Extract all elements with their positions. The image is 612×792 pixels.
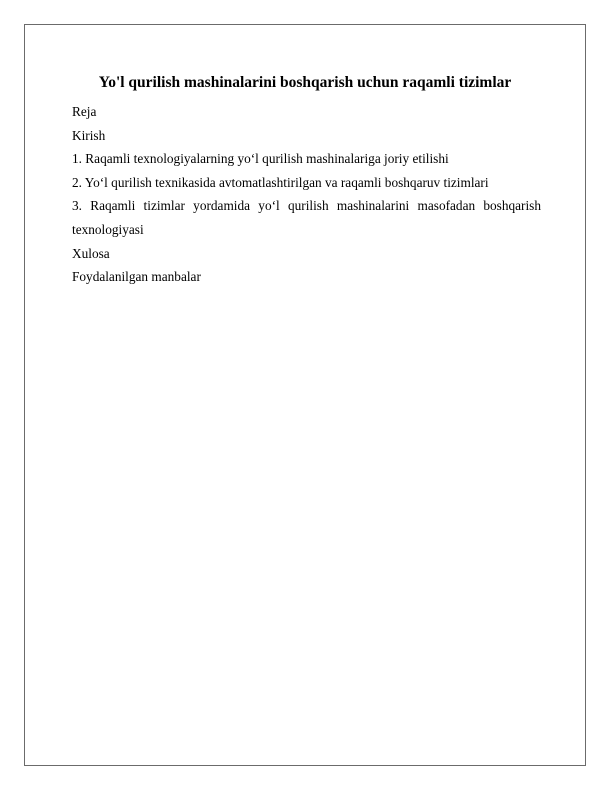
outline-conclusion: Xulosa (72, 245, 110, 261)
outline (72, 100, 541, 289)
outline-intro: Kirish (72, 127, 106, 143)
document-title: Yo'l qurilish mashinalarini boshqarish uchun raqamli tizimlar (98, 74, 512, 91)
outline-item-3-continuation: texnologiyasi (72, 221, 144, 237)
outline-item-2: 2. Yo‘l qurilish texnikasida avtomatlashtirilgan va raqamli boshqaruv tizimlari (72, 174, 489, 190)
outline-references: Foydalanilgan manbalar (72, 269, 201, 285)
outline-item-1: 1. Raqamli texnologiyalarning yo‘l qurilish mashinalariga joriy etilishi (72, 151, 449, 167)
outline-item-3: 3. Raqamli tizimlar yordamida yo‘l qurilish mashinalarini masofadan boshqarish (72, 198, 541, 214)
outline-heading: Reja (72, 104, 97, 119)
